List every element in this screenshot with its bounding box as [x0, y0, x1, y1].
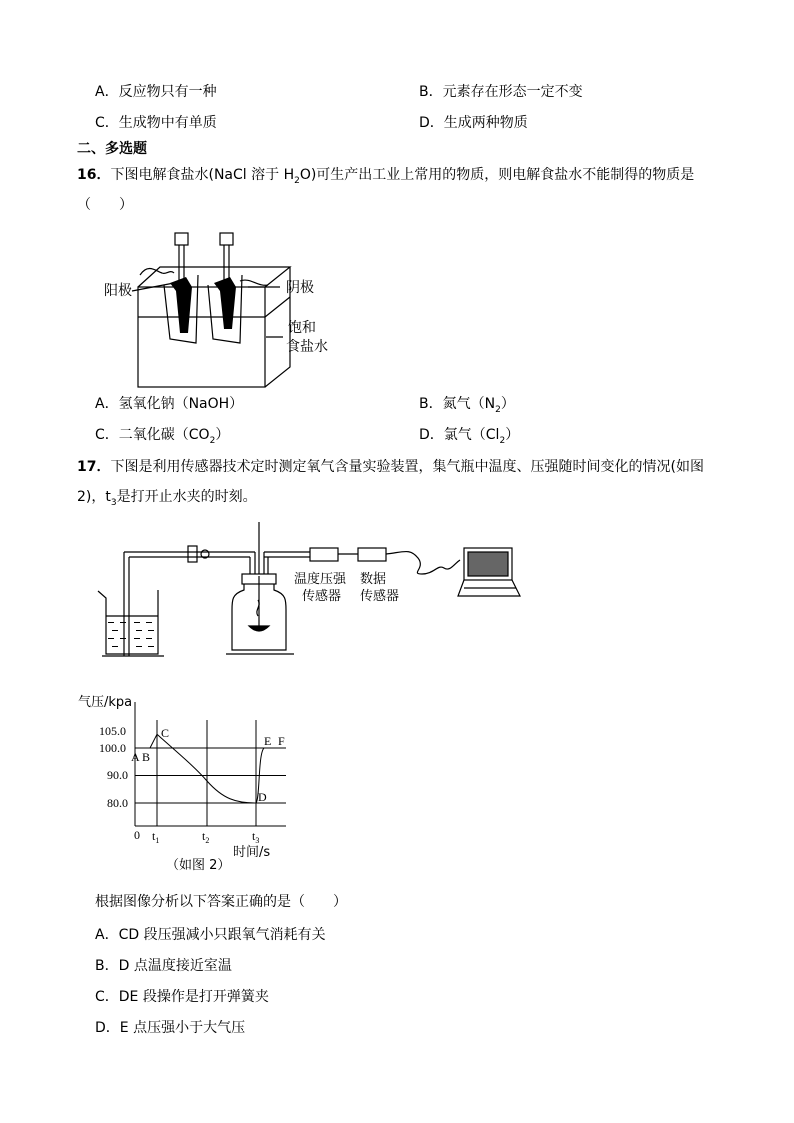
- xtick-t1: $t_1$: [152, 829, 160, 845]
- q16-option-b: B．氮气$(N_2)$: [419, 396, 515, 415]
- sensor2-label-1: 数据: [360, 572, 387, 587]
- q17-option-a: A．CD 段压强减小只跟氧气消耗有关: [95, 927, 326, 943]
- anode-label: [104, 282, 132, 299]
- ytick-80: 80.0: [107, 796, 128, 810]
- q17-question: 根据图像分析以下答案正确的是（ ）: [95, 894, 347, 910]
- q15-option-b: B．元素存在形态一定不变: [419, 84, 583, 100]
- sensor2-label-2: 传感器: [360, 589, 400, 604]
- graph-xlabel: 时间/s: [233, 845, 271, 860]
- q17-option-c: C．DE 段操作是打开弹簧夹: [95, 989, 269, 1005]
- point-a: A: [131, 750, 140, 764]
- point-d: D: [258, 790, 267, 804]
- q16-stem: 16．下图电解食盐水(NaCl 溶于 $H_2O$)可生产出工业上常用的物质，则电解食盐水不能制得的物质是: [77, 167, 695, 186]
- sensor1-label-1: 温度压强: [294, 572, 347, 587]
- electrolysis-figure: [100, 225, 360, 395]
- svg-text:阳极: 阳极: [104, 283, 132, 299]
- q16-option-a: A．氢氧化钠（NaOH）: [95, 396, 244, 412]
- solution-label-2: 食盐水: [286, 339, 328, 355]
- q15-option-c: C．生成物中有单质: [95, 115, 217, 131]
- q17-stem-line1: 17．下图是利用传感器技术定时测定氧气含量实验装置，集气瓶中温度、压强随时间变化的情况(如图: [77, 459, 704, 475]
- ytick-105: 105.0: [99, 724, 126, 738]
- point-b: B: [142, 750, 151, 764]
- point-c: C: [161, 726, 170, 740]
- xtick-t2: $t_2$: [202, 829, 210, 845]
- cathode-label: 阴极: [286, 280, 314, 296]
- sensor1-label-2: 传感器: [302, 589, 342, 604]
- pressure-graph: [78, 690, 308, 875]
- q16-option-c: C．二氧化碳$(CO_2)$: [95, 427, 230, 446]
- point-e: E: [264, 734, 272, 748]
- ytick-90: 90.0: [107, 768, 128, 782]
- xtick-t3: $t_3$: [252, 829, 260, 845]
- section-title: 二、多选题: [77, 141, 147, 157]
- origin-label: 0: [134, 828, 140, 842]
- q15-option-d: D．生成两种物质: [419, 115, 528, 131]
- apparatus-figure: [92, 518, 532, 663]
- q16-blank: （ ）: [77, 197, 133, 213]
- point-f: F: [278, 734, 285, 748]
- ytick-100: 100.0: [99, 741, 126, 755]
- solution-label-1: 饱和: [288, 320, 316, 336]
- q15-option-a: A．反应物只有一种: [95, 84, 217, 100]
- q17-option-d: D．E 点压强小于大气压: [95, 1020, 246, 1036]
- q16-option-d: D．氯气$(Cl_2)$: [419, 427, 520, 446]
- q17-option-b: B．D 点温度接近室温: [95, 958, 232, 974]
- graph-caption: （如图 2）: [166, 858, 231, 873]
- q17-stem-line2: 2)，$t_3$是打开止水夹的时刻。: [77, 489, 257, 508]
- graph-ylabel: 气压/kpa: [78, 695, 133, 710]
